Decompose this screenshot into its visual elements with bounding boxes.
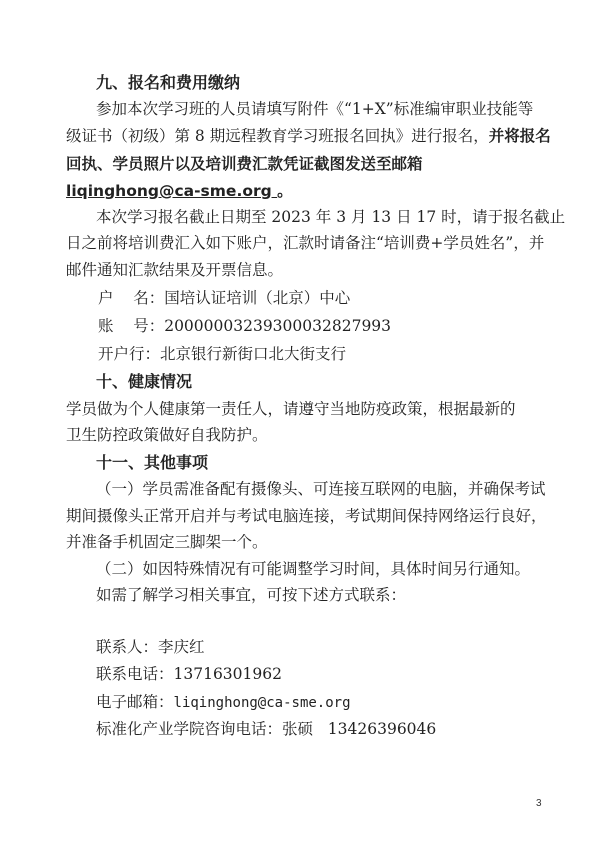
- account-number: 账 号：20000003239300032827993: [98, 317, 392, 335]
- contact-consult-phone: 标准化产业学院咨询电话：张硕 13426396046: [96, 720, 437, 738]
- registration-email-line: [66, 181, 293, 201]
- registration-text: 级证书（初级）第 8 期远程教育学习班报名回执》进行报名，: [66, 127, 489, 145]
- account-name: 户 名：国培认证培训（北京）中心: [98, 289, 351, 307]
- contact-email-line: [96, 692, 351, 713]
- registration-paragraph-line: [66, 126, 551, 146]
- contact-phone: 联系电话：13716301962: [96, 665, 282, 683]
- contact-email-label: 电子邮箱：: [96, 693, 174, 711]
- health-paragraph-line: 卫生防控政策做好自我防护。: [66, 426, 268, 444]
- other-item-line: 并准备手机固定三脚架一个。: [66, 533, 268, 551]
- contact-person: 联系人：李庆红: [96, 638, 205, 656]
- health-paragraph-line: 学员做为个人健康第一责任人，请遵守当地防疫政策，根据最新的: [66, 400, 516, 418]
- registration-instruction-bold: 并将报名: [488, 127, 551, 145]
- section-heading-other: 十一、其他事项: [96, 453, 209, 472]
- other-item-line: （二）如因特殊情况有可能调整学习时间，具体时间另行通知。: [96, 560, 531, 578]
- deadline-paragraph-line: 本次学习报名截止日期至 2023 年 3 月 13 日 17 时，请于报名截止: [96, 208, 566, 226]
- account-bank: 开户行：北京银行新街口北大街支行: [98, 345, 347, 363]
- registration-paragraph-line: 参加本次学习班的人员请填写附件《“1+X”标准编审职业技能等: [96, 100, 534, 118]
- registration-email-period: 。: [277, 182, 293, 200]
- other-item-line: 期间摄像头正常开启并与考试电脑连接，考试期间保持网络运行良好，: [66, 507, 547, 525]
- registration-instruction-bold: 回执、学员照片以及培训费汇款凭证截图发送至邮箱: [66, 155, 423, 173]
- registration-email-link[interactable]: liqinghong@ca-sme.org: [66, 182, 278, 200]
- page-number: 3: [536, 798, 542, 809]
- other-item-line: （一）学员需准备配有摄像头、可连接互联网的电脑，并确保考试: [96, 480, 546, 498]
- deadline-paragraph-line: 日之前将培训费汇入如下账户，汇款时请备注“培训费+学员姓名”，并: [66, 234, 545, 252]
- section-heading-health: 十、健康情况: [96, 372, 193, 391]
- contact-intro: 如需了解学习相关事宜，可按下述方式联系：: [96, 586, 407, 604]
- deadline-paragraph-line: 邮件通知汇款结果及开票信息。: [66, 261, 284, 279]
- section-heading-registration: 九、报名和费用缴纳: [96, 73, 241, 92]
- contact-email-link[interactable]: liqinghong@ca-sme.org: [173, 695, 351, 711]
